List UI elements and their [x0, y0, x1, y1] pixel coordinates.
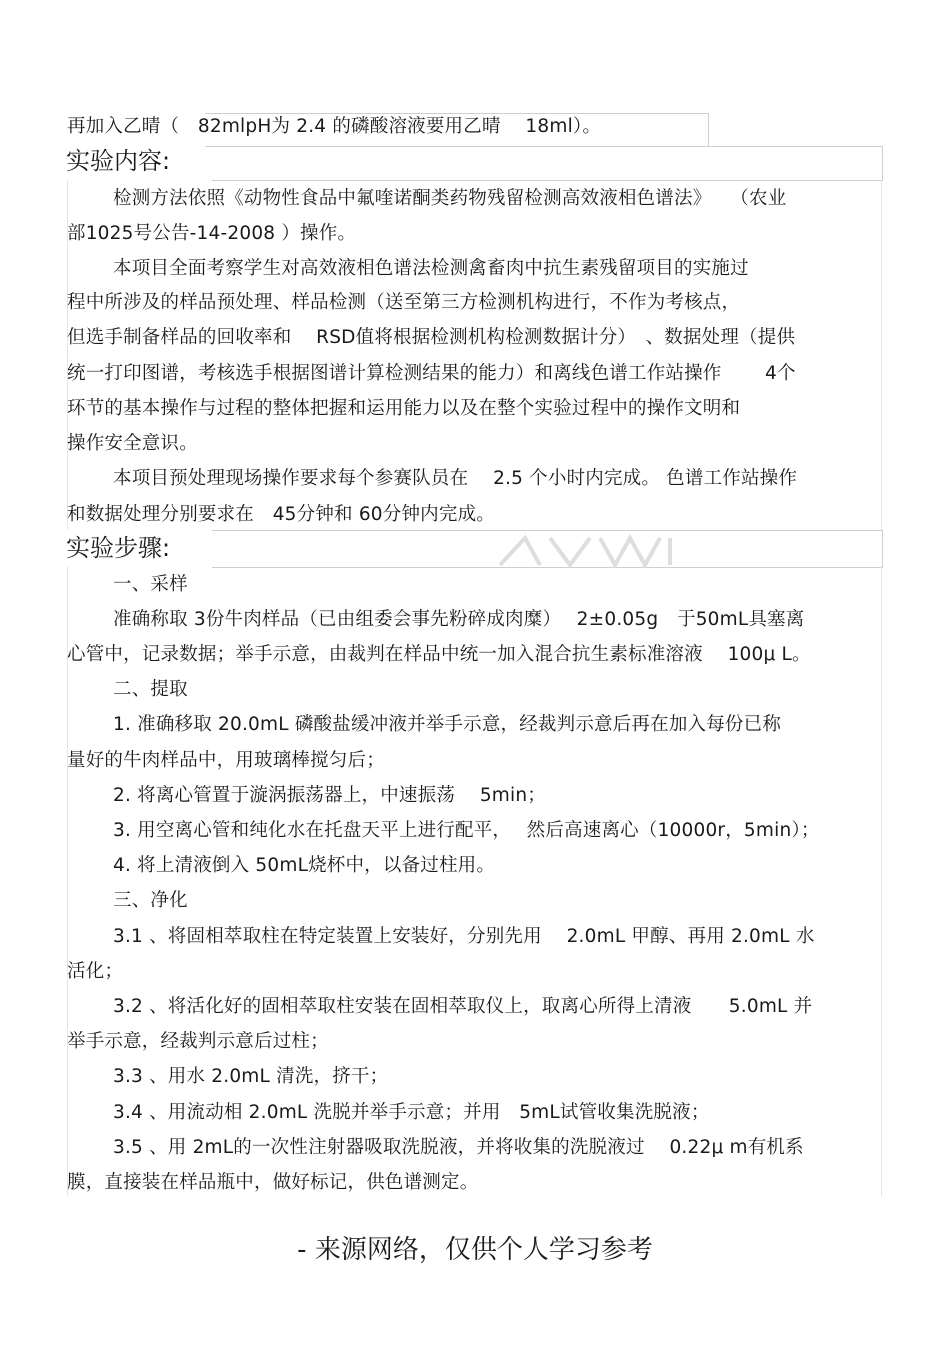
text-line: 部1025号公告-14-2008 ）操作。: [67, 223, 357, 244]
table-border-content: [212, 146, 883, 181]
footer-note: - 来源网络，仅供个人学习参考: [297, 1235, 653, 1265]
text-line: 操作安全意识。: [67, 433, 198, 454]
text-line: 三、净化: [113, 890, 188, 911]
table-rule-right: [881, 180, 882, 530]
text-line: 一、采样: [113, 574, 188, 595]
text-line: 量好的牛肉样品中，用玻璃棒搅匀后；: [67, 750, 385, 771]
text-line: 心管中，记录数据；举手示意，由裁判在样品中统一加入混合抗生素标准溶液 100μ L。: [67, 644, 811, 665]
text-line: 环节的基本操作与过程的整体把握和运用能力以及在整个实验过程中的操作文明和: [67, 398, 741, 419]
text-line: 准确称取 3份牛肉样品（已由组委会事先粉碎成肉糜） 2±0.05g 于50mL具塞离: [113, 609, 805, 630]
section-heading-content: 实验内容:: [66, 147, 171, 175]
section-heading-steps: 实验步骤:: [66, 534, 171, 562]
text-line: 本项目全面考察学生对高效液相色谱法检测禽畜肉中抗生素残留项目的实施过: [113, 258, 749, 279]
text-line: 3. 用空离心管和纯化水在托盘天平上进行配平， 然后高速离心（10000r，5min）；: [113, 820, 820, 841]
text-line: 活化；: [67, 961, 124, 982]
table-rule-right-2: [881, 566, 882, 1196]
text-line: 举手示意，经裁判示意后过柱；: [67, 1031, 329, 1052]
text-line: 3.1 、将固相萃取柱在特定装置上安装好，分别先用 2.0mL 甲醇、再用 2.0mL 水: [113, 926, 815, 947]
text-line: 1. 准确移取 20.0mL 磷酸盐缓冲液并举手示意，经裁判示意后再在加入每份已称: [113, 714, 782, 735]
text-line: 3.3 、用水 2.0mL 清洗，挤干；: [113, 1066, 389, 1087]
text-line: 再加入乙晴（ 82mlpH为 2.4 的磷酸溶液要用乙晴 18ml）。: [67, 116, 602, 137]
text-line: 3.4 、用流动相 2.0mL 洗脱并举手示意；并用 5mL试管收集洗脱液；: [113, 1102, 710, 1123]
text-line: 和数据处理分别要求在 45分钟和 60分钟内完成。: [67, 504, 495, 525]
text-line: 3.5 、用 2mL的一次性注射器吸取洗脱液，并将收集的洗脱液过 0.22μ m有机系: [113, 1137, 804, 1158]
text-line: 本项目预处理现场操作要求每个参赛队员在 2.5 个小时内完成。 色谱工作站操作: [113, 468, 798, 489]
text-line: 程中所涉及的样品预处理、样品检测（送至第三方检测机构进行，不作为考核点，: [67, 292, 741, 313]
text-line: 膜，直接装在样品瓶中，做好标记，供色谱测定。: [67, 1172, 479, 1193]
text-line: 2. 将离心管置于漩涡振荡器上，中速振荡 5min；: [113, 785, 546, 806]
text-line: 统一打印图谱，考核选手根据图谱计算检测结果的能力）和离线色谱工作站操作 4个: [67, 363, 796, 384]
text-line: 检测方法依照《动物性食品中氟喹诺酮类药物残留检测高效液相色谱法》 （农业: [113, 188, 787, 209]
text-line: 二、提取: [113, 679, 188, 700]
text-line: 但选手制备样品的回收率和 RSD值将根据检测机构检测数据计分） 、数据处理（提供: [67, 327, 796, 348]
text-line: 4. 将上清液倒入 50mL烧杯中，以备过柱用。: [113, 855, 496, 876]
text-line: 3.2 、将活化好的固相萃取柱安装在固相萃取仪上，取离心所得上清液 5.0mL 并: [113, 996, 813, 1017]
faint-watermark: [495, 530, 695, 570]
